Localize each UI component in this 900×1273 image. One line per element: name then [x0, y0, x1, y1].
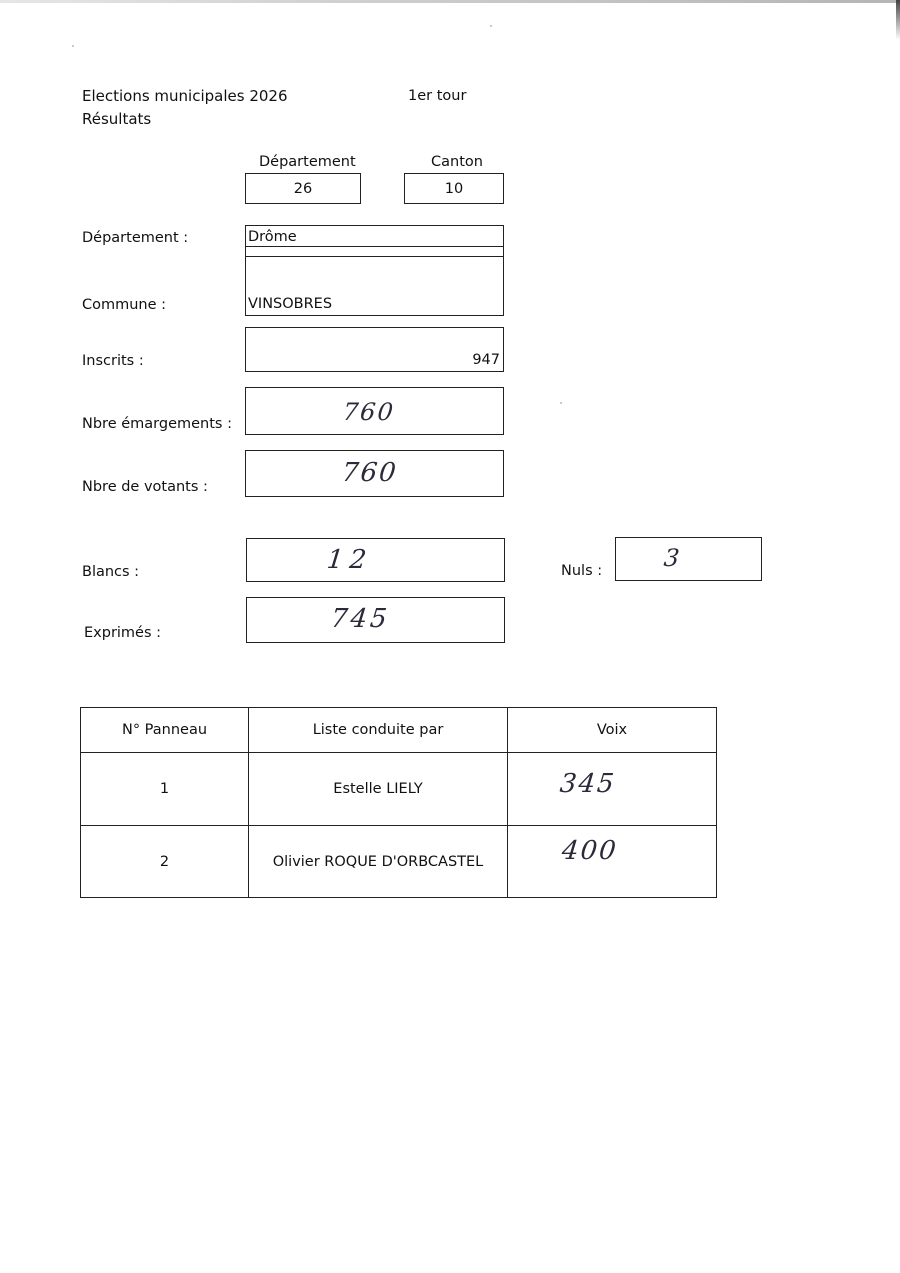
exprimes-label: Exprimés : — [84, 625, 162, 641]
divider — [246, 246, 503, 247]
round-label: 1er tour — [408, 88, 467, 104]
nuls-box — [615, 537, 762, 581]
table-header-row — [81, 708, 717, 753]
scan-speck — [560, 402, 562, 404]
blancs-box — [246, 538, 505, 582]
votants-box — [245, 450, 504, 497]
blancs-value: 12 — [325, 545, 374, 575]
header-panneau: N° Panneau — [81, 708, 249, 753]
exprimes-box — [246, 597, 505, 643]
departement-code-box — [245, 173, 361, 204]
canton-code-label: Canton — [431, 154, 483, 170]
blancs-label: Blancs : — [82, 564, 140, 580]
scan-speck — [490, 25, 492, 27]
scan-edge-right — [896, 0, 900, 40]
document-subtitle: Résultats — [82, 110, 152, 128]
canton-code-box — [404, 173, 504, 204]
scan-speck — [72, 45, 74, 47]
canton-code-value: 10 — [444, 180, 464, 197]
document-title: Elections municipales 2026 — [82, 87, 288, 105]
scan-edge-top — [0, 0, 900, 3]
row-liste: Olivier ROQUE D'ORBCASTEL — [249, 826, 508, 898]
departement-value: Drôme — [248, 229, 297, 245]
votants-label: Nbre de votants : — [82, 479, 208, 495]
departement-code-value: 26 — [293, 180, 313, 197]
commune-label: Commune : — [82, 297, 167, 313]
divider — [246, 256, 503, 257]
emargements-box — [245, 387, 504, 435]
departement-code-label: Département — [259, 154, 356, 170]
row-voix-cell — [508, 753, 717, 826]
nuls-label: Nuls : — [561, 563, 603, 579]
emargements-value: 760 — [341, 398, 397, 426]
table-row — [81, 753, 717, 826]
inscrits-value: 947 — [472, 352, 500, 368]
exprimes-value: 745 — [329, 604, 392, 634]
row-panneau: 2 — [81, 826, 249, 898]
results-table — [80, 707, 717, 898]
header-voix: Voix — [508, 708, 717, 753]
commune-value: VINSOBRES — [248, 296, 333, 312]
departement-label: Département : — [82, 230, 189, 246]
row-voix: 345 — [558, 769, 618, 799]
votants-value: 760 — [340, 458, 400, 488]
header-liste: Liste conduite par — [249, 708, 508, 753]
inscrits-label: Inscrits : — [82, 353, 144, 369]
emargements-label: Nbre émargements : — [82, 416, 232, 432]
nuls-value: 3 — [662, 544, 683, 572]
row-voix-cell — [508, 826, 717, 898]
inscrits-box — [245, 327, 504, 372]
departement-commune-box — [245, 225, 504, 316]
row-voix: 400 — [560, 836, 620, 866]
row-liste: Estelle LIELY — [249, 753, 508, 826]
table-row — [81, 826, 717, 898]
row-panneau: 1 — [81, 753, 249, 826]
